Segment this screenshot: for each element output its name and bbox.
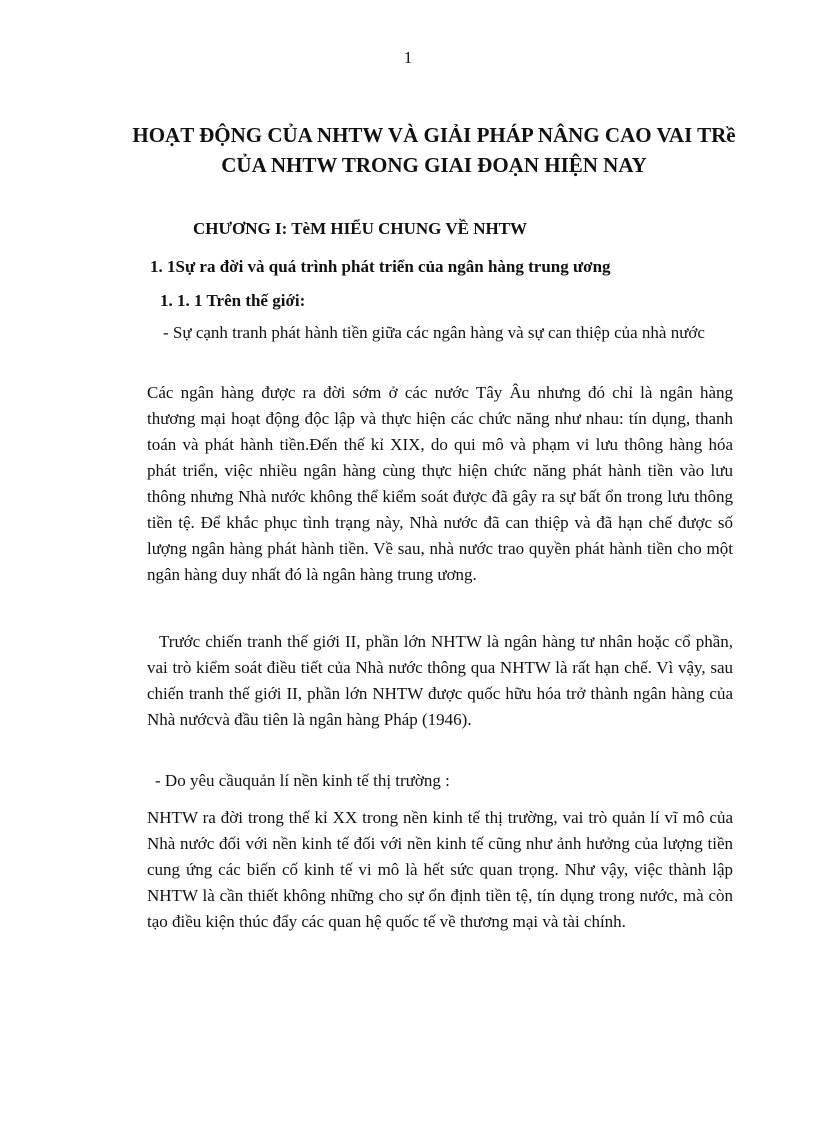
subsection-heading: 1. 1. 1 Trên thế giới: [160,291,306,310]
paragraph-market-requirement: - Do yêu cầuquản lí nền kinh tế thị trường : [155,771,450,790]
section-heading: 1. 1Sự ra đời và quá trình phát triển của ngân hàng trung ương [150,257,611,276]
page-number: 1 [403,48,413,67]
document-title: HOẠT ĐỘNG CỦA NHTW VÀ GIẢI PHÁP NÂNG CAO VAI TRề CỦA NHTW TRONG GIAI ĐOẠN HIỆN NAY [132,123,736,177]
paragraph-nhtw-role: NHTW ra đời trong thế kỉ XX trong nền kinh tế thị trường, vai trò quản lí vĩ mô của Nhà nước đối với nền kinh tế đối với nền kinh tế cũng như ảnh hưởng của lượng tiền cung ứng các biến cố kinh tế vi mô là hết sức quan trọng. Như vậy, việc thành lập NHTW là cần thiết không những cho sự ổn định tiền tệ, tín dụng trong nước, mà còn tạo điều kiện thúc đẩy các quan hệ quốc tế về thương mại và tài chính. [147,808,733,931]
paragraph-early-banks: Các ngân hàng được ra đời sớm ở các nước Tây Âu nhưng đó chỉ là ngân hàng thương mại hoạt động độc lập và thực hiện các chức năng như nhau: tín dụng, thanh toán và phát hành tiền.Đến thế kỉ XIX, do qui mô và phạm vi lưu thông hàng hóa phát triển, việc nhiều ngân hàng cùng thực hiện chức năng phát hành tiền vào lưu thông nhưng Nhà nước không thể kiểm soát được đã gây ra sự bất ổn trong lưu thông tiền tệ. Để khắc phục tình trạng này, Nhà nước đã can thiệp và đã hạn chế được số lượng ngân hàng phát hành tiền. Về sau, nhà nước trao quyền phát hành tiền cho một ngân hàng duy nhất đó là ngân hàng trung ương. [147,383,733,584]
chapter-heading: CHƯƠNG I: TèM HIỂU CHUNG VỀ NHTW [193,219,528,238]
paragraph-competition: - Sự cạnh tranh phát hành tiền giữa các ngân hàng và sự can thiệp của nhà nước [163,323,705,342]
paragraph-wwii: Trước chiến tranh thế giới II, phần lớn NHTW là ngân hàng tư nhân hoặc cổ phần, vai trò kiểm soát điều tiết của Nhà nước thông qua NHTW là rất hạn chế. Vì vậy, sau chiến tranh thế giới II, phần lớn NHTW được quốc hữu hóa trở thành ngân hàng của Nhà nướcvà đầu tiên là ngân hàng Pháp (1946). [147,632,733,729]
